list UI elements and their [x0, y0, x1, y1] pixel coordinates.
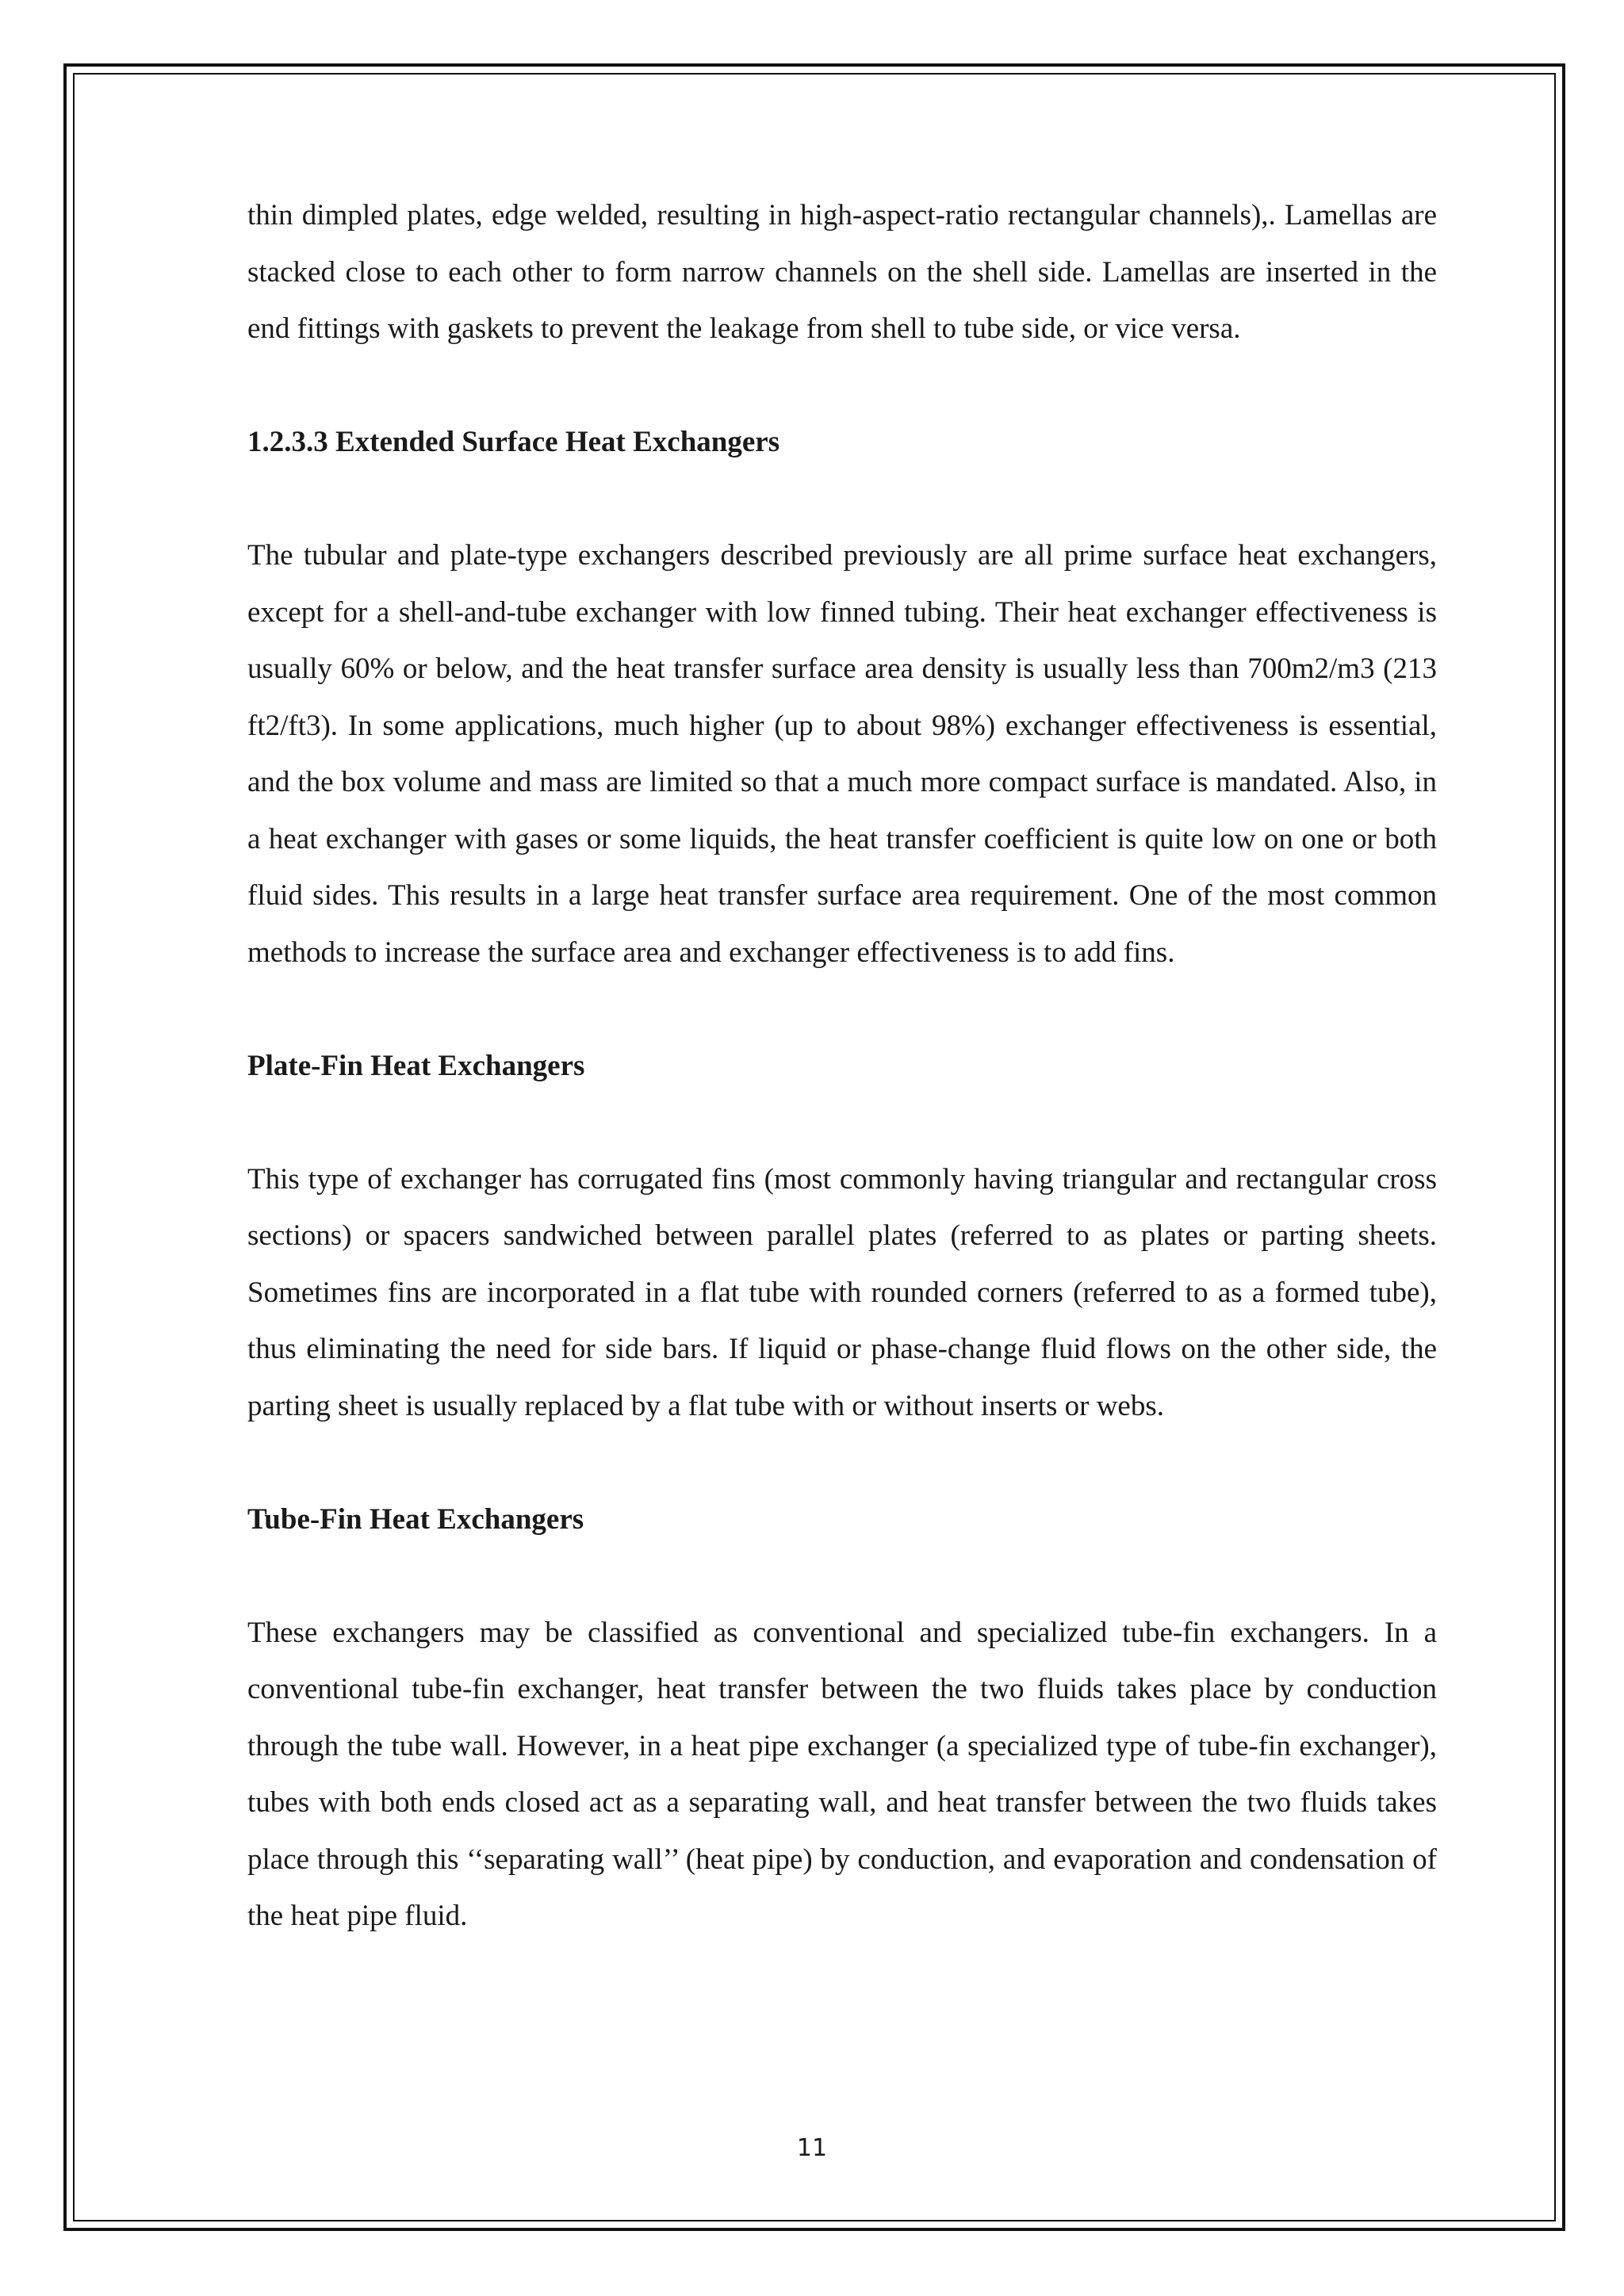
page-number: 11 — [796, 2134, 828, 2162]
spacer — [247, 981, 1437, 1038]
heading-tube-fin: Tube-Fin Heat Exchangers — [247, 1502, 584, 1536]
heading-plate-fin: Plate-Fin Heat Exchangers — [247, 1049, 585, 1082]
paragraph-tube-fin: These exchangers may be classified as conventional and specialized tube-fin exchangers. In a conventional tube-fin exchanger, heat transfer between the two fluids takes place by conduction through the tube wall. However, in a heat pipe exchanger (a specialized type of tube-fin exchanger), tubes with both ends closed act as a separating wall, and heat transfer between the two fluids takes place through this ‘‘separating wall’’ (heat pipe) by conduction, and evaporation and condensation of the heat pipe fluid. — [247, 1616, 1437, 1932]
spacer — [247, 1094, 1437, 1151]
spacer — [247, 1434, 1437, 1491]
page-content — [247, 187, 1437, 1945]
heading-extended-surface: 1.2.3.3 Extended Surface Heat Exchangers — [247, 426, 780, 458]
paragraph-lamellas: thin dimpled plates, edge welded, resulting in high-aspect-ratio rectangular channels),. Lamellas are stacked close to each other to form narrow channels on the shell side. Lamellas are inserted in the end fittings with gaskets to prevent the leakage from shell to tube side, or vice versa. — [247, 199, 1437, 345]
paragraph-extended-surface: The tubular and plate-type exchangers described previously are all prime surface heat exchangers, except for a shell-and-tube exchanger with low finned tubing. Their heat exchanger effectiveness is usually 60% or below, and the heat transfer surface area density is usually less than 700m2/m3 (213 ft2/ft3). In some applications, much higher (up to about 98%) exchanger effectiveness is essential, and the box volume and mass are limited so that a much more compact surface is mandated. Also, in a heat exchanger with gases or some liquids, the heat transfer coefficient is quite low on one or both fluid sides. This results in a large heat transfer surface area requirement. One of the most common methods to increase the surface area and exchanger effectiveness is to add fins. — [247, 539, 1437, 969]
spacer — [247, 471, 1437, 528]
paragraph-plate-fin: This type of exchanger has corrugated fins (most commonly having triangular and rectangular cross sections) or spacers sandwiched between parallel plates (referred to as plates or parting sheets. Sometimes fins are incorporated in a flat tube with rounded corners (referred to as a formed tube), thus eliminating the need for side bars. If liquid or phase-change fluid flows on the other side, the parting sheet is usually replaced by a flat tube with or without inserts or webs. — [247, 1162, 1437, 1422]
spacer — [247, 358, 1437, 415]
spacer — [247, 1548, 1437, 1605]
